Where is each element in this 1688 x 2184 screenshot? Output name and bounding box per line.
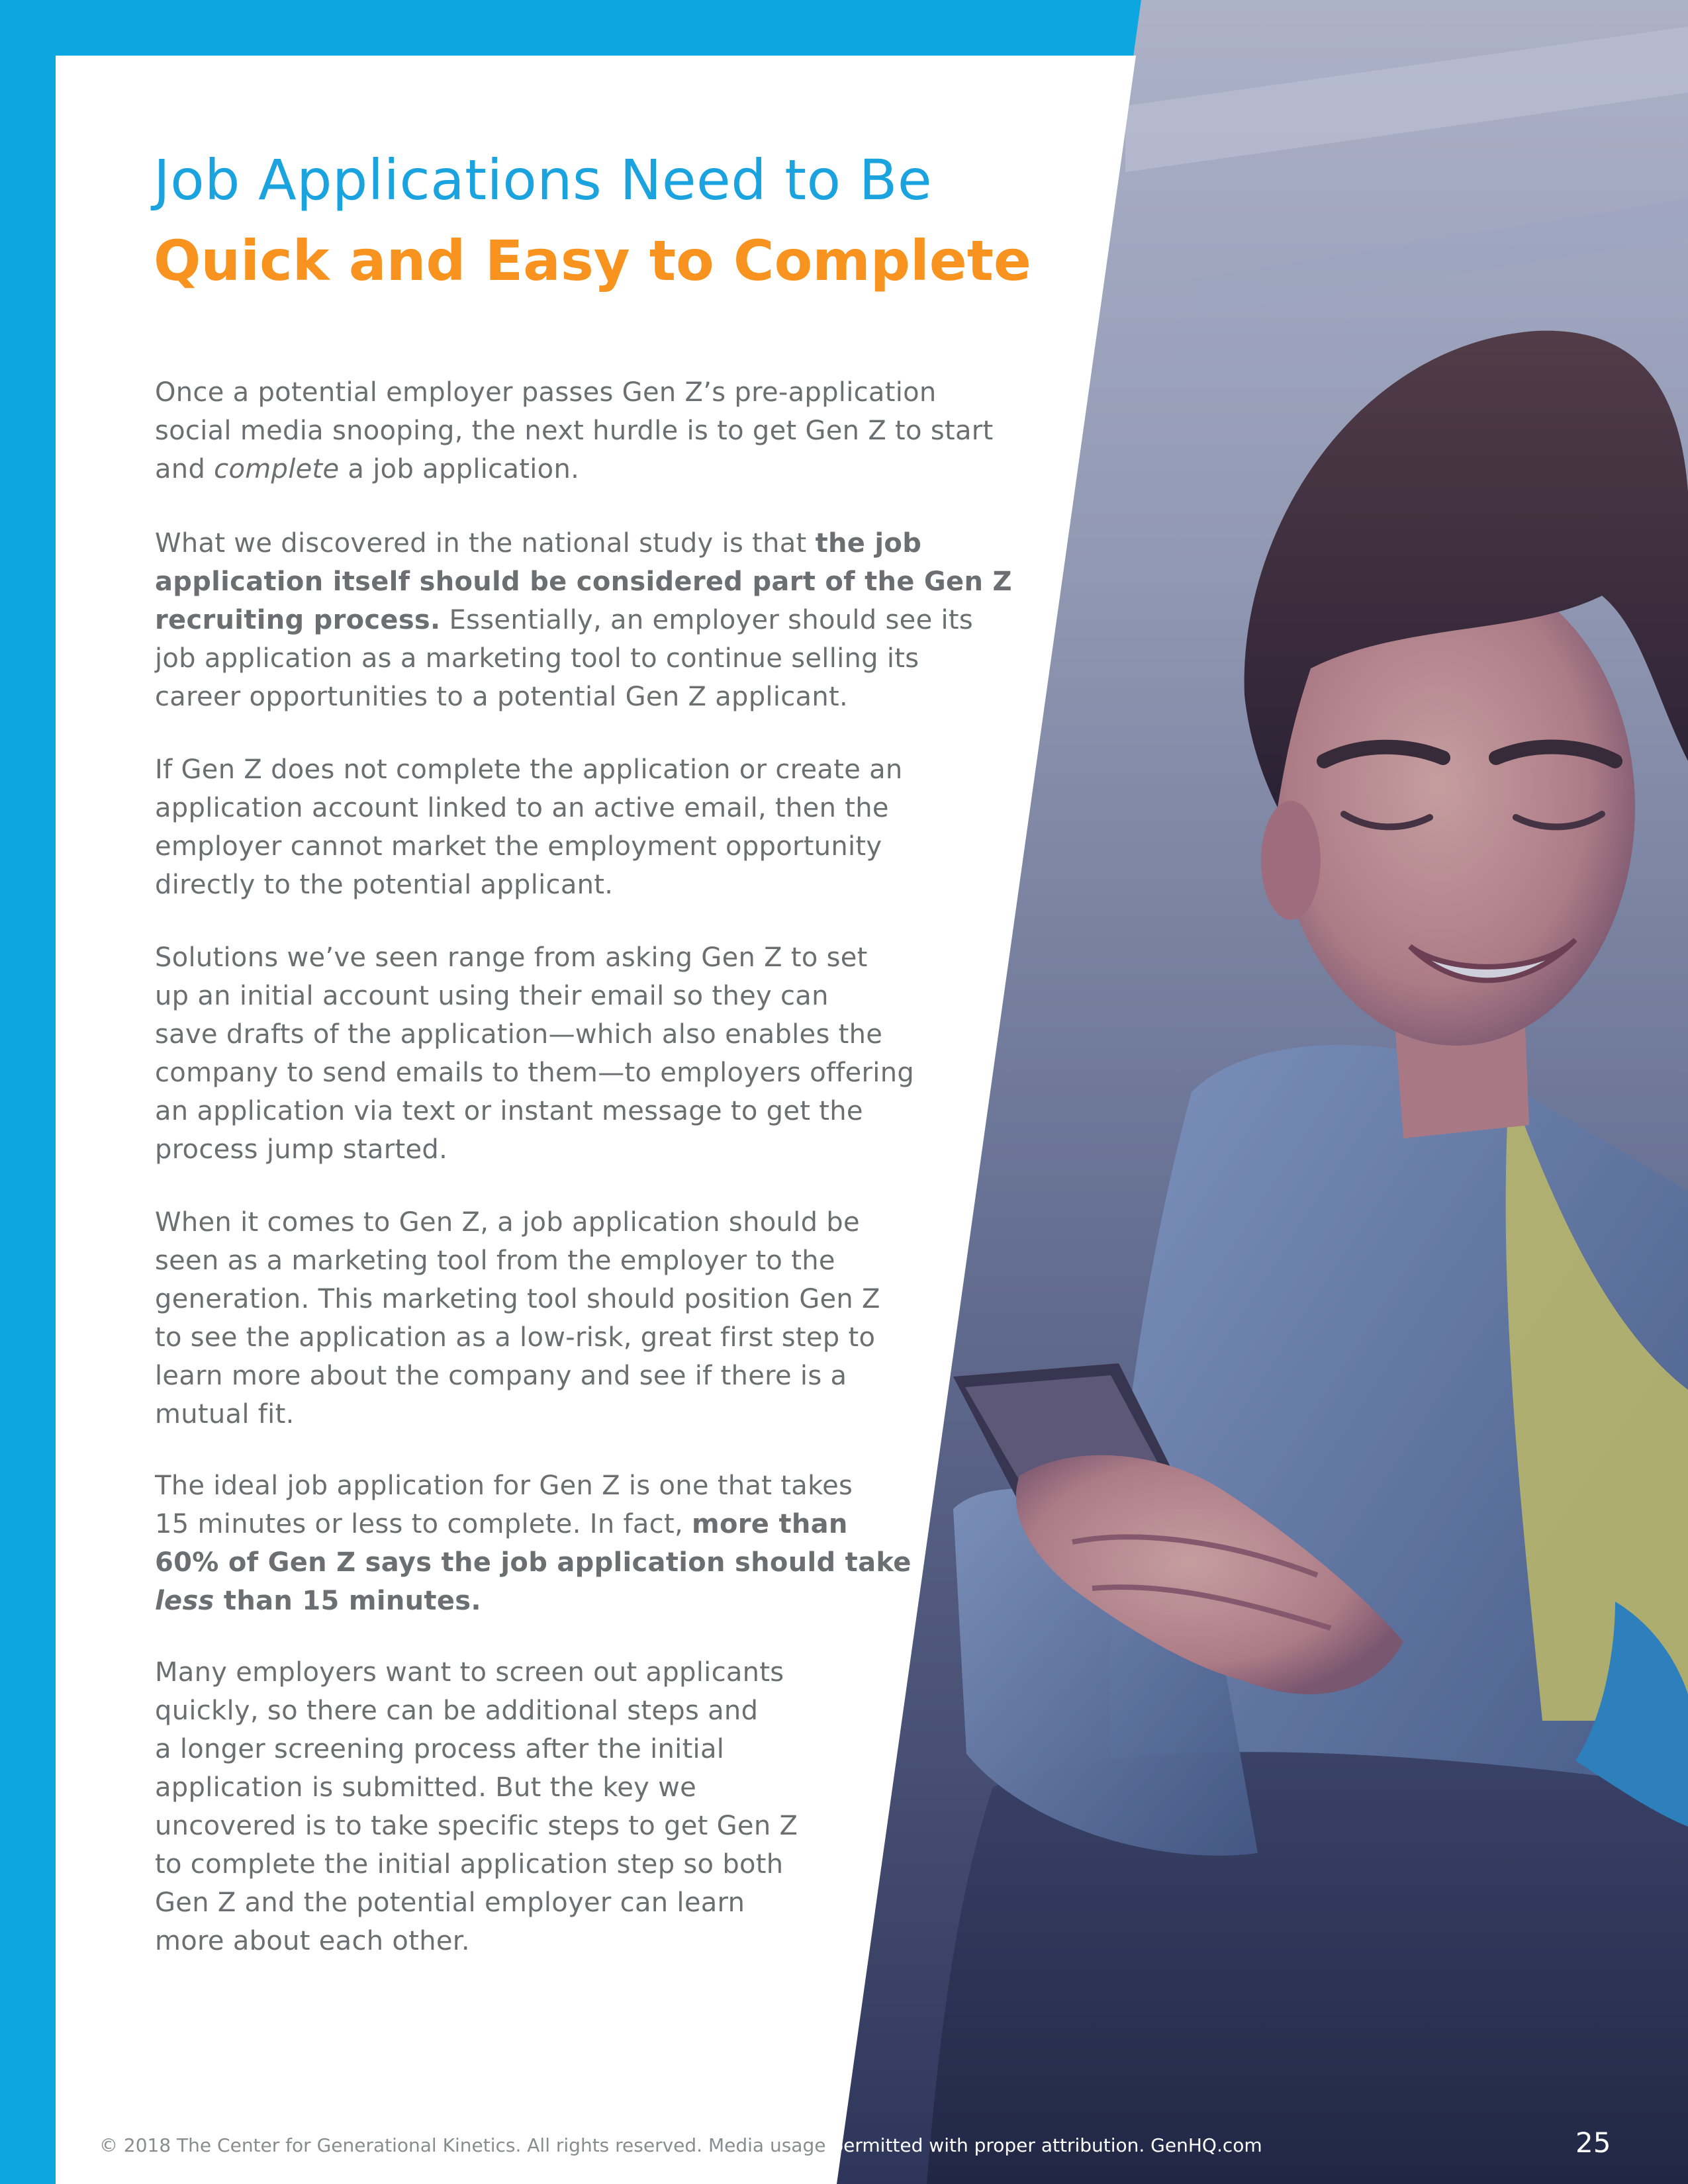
paragraph-line: Solutions we’ve seen range from asking Gen Z to set (155, 942, 868, 973)
paragraph-line: generation. This marketing tool should position Gen Z (155, 1284, 880, 1314)
paragraph-line: learn more about the company and see if there is a (155, 1361, 847, 1391)
paragraph-line: mutual fit. (155, 1399, 295, 1430)
paragraph-line: directly to the potential applicant. (155, 870, 614, 900)
paragraph-line (155, 1505, 912, 1543)
paragraph-3 (155, 751, 903, 904)
bold-text-run: recruiting process. (155, 605, 441, 635)
emphasis-less: less (155, 1586, 214, 1616)
paragraph-line (155, 1582, 912, 1620)
paragraph-line: quickly, so there can be additional steps and (155, 1696, 759, 1726)
text-run: than 15 minutes. (214, 1586, 481, 1616)
paragraph-line: to see the application as a low-risk, great first step to (155, 1322, 876, 1353)
paragraph-6 (155, 1467, 912, 1620)
page-number: 25 (1575, 2126, 1611, 2159)
paragraph-line: The ideal job application for Gen Z is one that takes (155, 1471, 853, 1501)
paragraph-line: Many employers want to screen out applicants (155, 1657, 784, 1688)
paragraph-line: Gen Z and the potential employer can learn (155, 1888, 745, 1918)
paragraph-line: application is submitted. But the key we (155, 1772, 697, 1803)
paragraph-line: If Gen Z does not complete the application or create an (155, 754, 903, 785)
bold-text-run: more than (692, 1509, 848, 1539)
text-run: 15 minutes or less to complete. In fact, (155, 1509, 692, 1539)
text-run: Essentially, an employer should see its (440, 605, 974, 635)
paragraph-line: company to send emails to them—to employers offering (155, 1058, 915, 1088)
text-run: a job application. (339, 454, 580, 484)
bold-text-run: the job (815, 528, 922, 559)
bold-text-run: application itself should be considered part of the Gen Z (155, 567, 1012, 597)
paragraph-4 (155, 938, 914, 1169)
footer-copyright-part: permitted with proper attribution. GenHQ.com (831, 2134, 1262, 2156)
footer-copyright-part: © 2018 The Center for Generational Kinetics. All rights reserved. Media usage (99, 2134, 832, 2156)
text-run: What we discovered in the national study is that (155, 528, 816, 559)
paragraph-line (155, 563, 1012, 601)
paragraph-line: uncovered is to take specific steps to get Gen Z (155, 1811, 798, 1841)
paragraph-line: an application via text or instant message to get the (155, 1096, 863, 1126)
paragraph-line: a longer screening process after the initial (155, 1734, 725, 1764)
paragraph-1 (155, 373, 994, 488)
paragraph-line (155, 1543, 912, 1582)
paragraph-line: seen as a marketing tool from the employer to the (155, 1246, 835, 1276)
paragraph-7 (155, 1653, 798, 1960)
paragraph-line: Once a potential employer passes Gen Z’s pre-application (155, 377, 937, 408)
paragraph-line: career opportunities to a potential Gen Z applicant. (155, 682, 848, 712)
paragraph-5 (155, 1203, 880, 1433)
paragraph-line (155, 601, 1012, 639)
paragraph-line: up an initial account using their email so they can (155, 981, 829, 1011)
paragraph-line: more about each other. (155, 1926, 470, 1956)
paragraph-line: save drafts of the application—which also enables the (155, 1019, 883, 1050)
paragraph-line (155, 524, 1012, 563)
paragraph-line: application account linked to an active email, then the (155, 793, 889, 823)
paragraph-line: When it comes to Gen Z, a job application should be (155, 1207, 860, 1238)
footer-copyright (99, 2132, 1262, 2159)
paragraph-2 (155, 524, 1012, 716)
paragraph-line: process jump started. (155, 1134, 448, 1165)
bold-text-run: 60% of Gen Z says the job application should take (155, 1547, 912, 1578)
paragraph-line (155, 450, 994, 488)
paragraph-line: to complete the initial application step so both (155, 1849, 784, 1880)
bold-text-run (155, 1586, 481, 1616)
paragraph-line: employer cannot market the employment opportunity (155, 831, 882, 862)
text-run: and (155, 454, 214, 484)
page-title-line-1: Job Applications Need to Be (154, 148, 933, 212)
emphasis-complete: complete (214, 454, 340, 484)
page-title-line-2: Quick and Easy to Complete (154, 228, 1031, 293)
paragraph-line: social media snooping, the next hurdle is to get Gen Z to start (155, 416, 994, 446)
paragraph-line: job application as a marketing tool to continue selling its (155, 643, 919, 674)
